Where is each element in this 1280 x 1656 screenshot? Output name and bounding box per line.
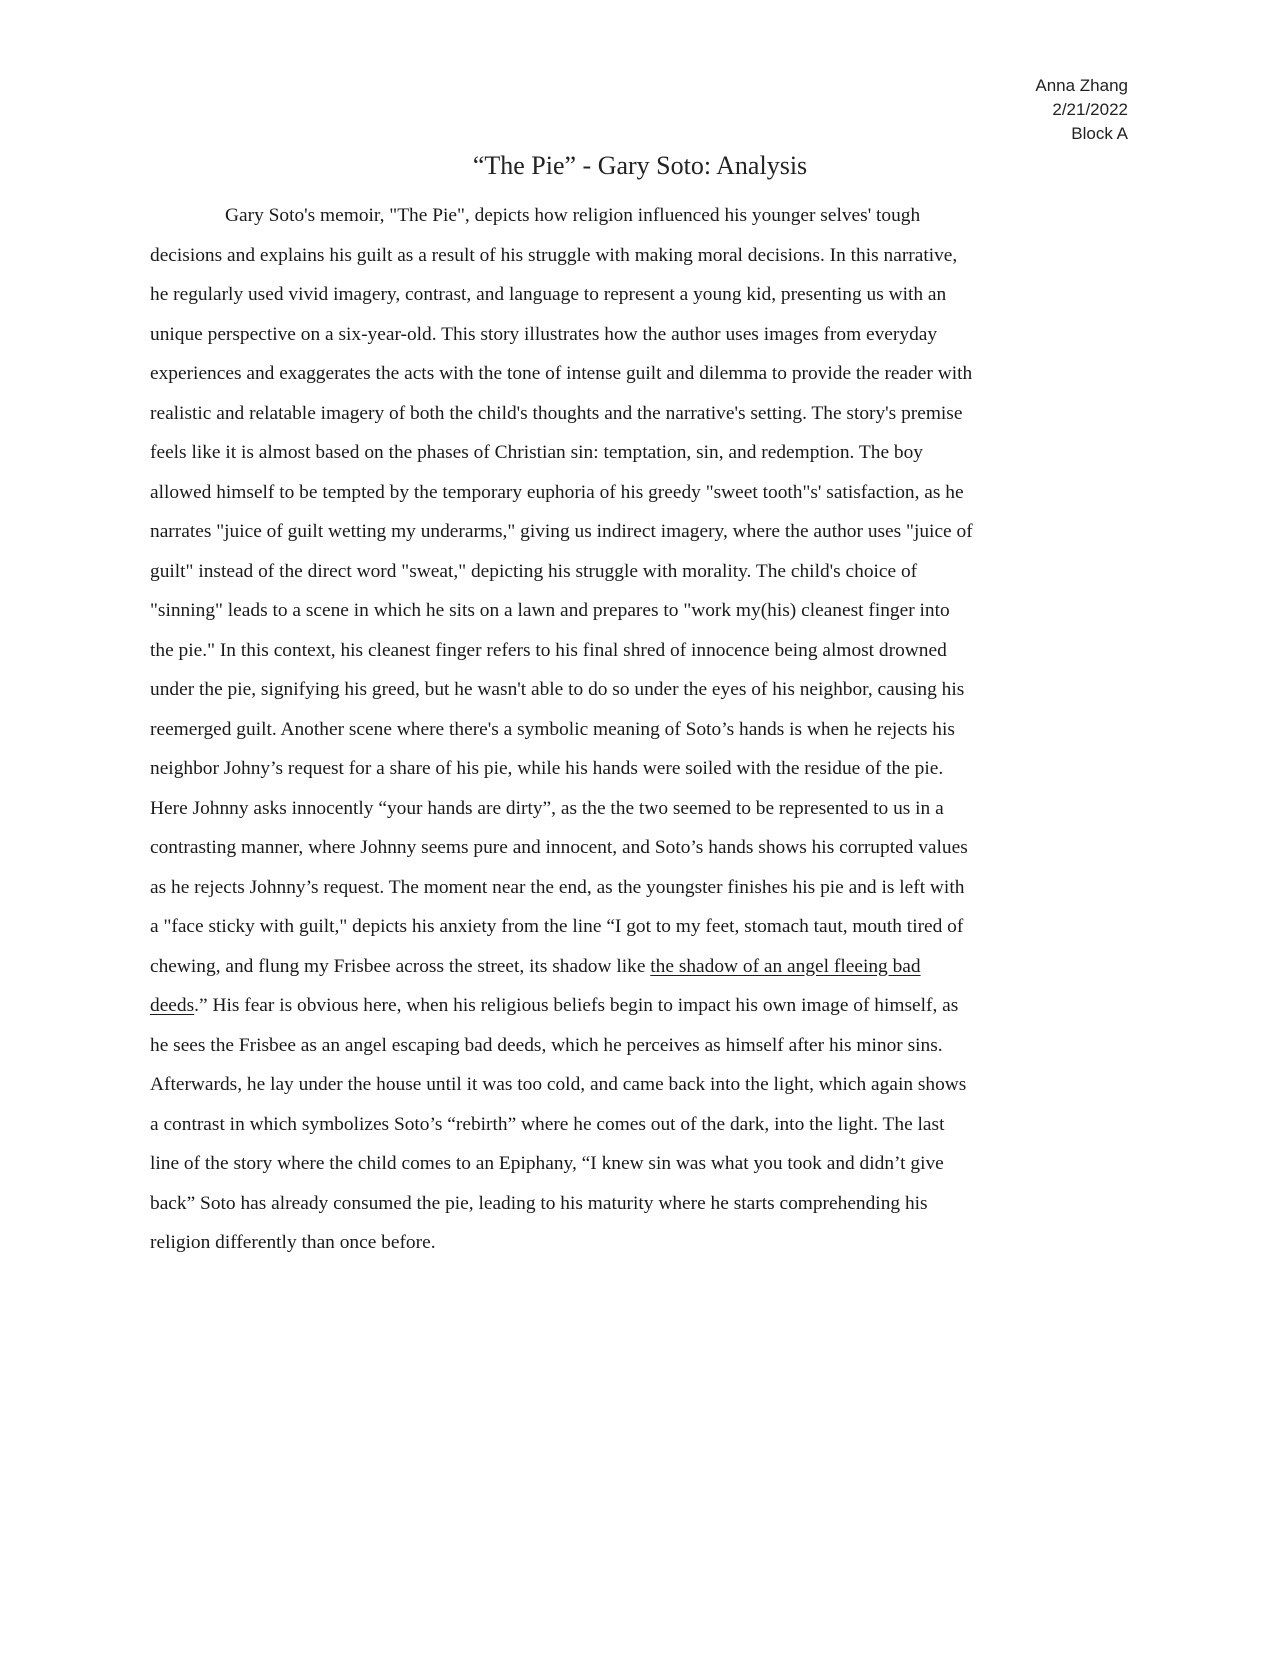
essay-line: line of the story where the child comes to an Epiphany, “I knew sin was what you took and didn’t give	[150, 1153, 944, 1174]
author-name: Anna Zhang	[1035, 76, 1128, 95]
essay-line: he sees the Frisbee as an angel escaping bad deeds, which he perceives as himself after his minor sins.	[150, 1034, 943, 1056]
essay-line: reemerged guilt. Another scene where there's a symbolic meaning of Soto’s hands is when he rejects his	[150, 718, 955, 740]
essay-text: chewing, and flung my Frisbee across the street, its shadow like	[150, 955, 651, 977]
essay-line: neighbor Johny’s request for a share of his pie, while his hands were soiled with the residue of the pie.	[150, 758, 944, 779]
essay-line: the pie." In this context, his cleanest finger refers to his final shred of innocence being almost drowned	[150, 639, 947, 661]
essay-line: a contrast in which symbolizes Soto’s “rebirth” where he comes out of the dark, into the light. The last	[150, 1113, 945, 1135]
essay-line: guilt" instead of the direct word "sweat," depicting his struggle with morality. The child's choice of	[150, 560, 918, 582]
essay-line: realistic and relatable imagery of both the child's thoughts and the narrative's setting. The story's premise	[150, 402, 963, 424]
header-block	[1035, 74, 1128, 146]
essay-line: religion differently than once before.	[150, 1232, 436, 1253]
underlined-quote: the shadow of an angel fleeing bad	[650, 955, 921, 977]
essay-line: narrates "juice of guilt wetting my underarms," giving us indirect imagery, where the author uses "juice of	[150, 521, 973, 542]
document-title: “The Pie” - Gary Soto: Analysis	[472, 151, 808, 180]
date: 2/21/2022	[1052, 100, 1128, 119]
essay-line: feels like it is almost based on the phases of Christian sin: temptation, sin, and redemption. The boy	[150, 442, 923, 463]
essay-line: back” Soto has already consumed the pie, leading to his maturity where he starts comprehending his	[150, 1192, 928, 1214]
essay-line: Here Johnny asks innocently “your hands are dirty”, as the the two seemed to be represented to us in a	[150, 797, 944, 819]
essay-body	[150, 196, 1130, 1263]
essay-line: contrasting manner, where Johnny seems pure and innocent, and Soto’s hands shows his corrupted values	[150, 837, 968, 858]
class-block: Block A	[1071, 124, 1128, 143]
essay-line: decisions and explains his guilt as a result of his struggle with making moral decisions. In this narrative,	[150, 244, 958, 266]
underlined-quote-end: deeds	[150, 995, 195, 1016]
essay-line: "sinning" leads to a scene in which he sits on a lawn and prepares to "work my(his) cleanest finger into	[150, 600, 950, 621]
essay-text: .” His fear is obvious here, when his religious beliefs begin to impact his own image of himself, as	[194, 995, 959, 1016]
essay-line: experiences and exaggerates the acts with the tone of intense guilt and dilemma to provide the reader with	[150, 363, 973, 384]
essay-line	[150, 986, 1130, 1026]
essay-line: unique perspective on a six-year-old. This story illustrates how the author uses images from everyday	[150, 323, 938, 345]
essay-line: Afterwards, he lay under the house until it was too cold, and came back into the light, which again shows	[150, 1074, 967, 1095]
essay-line: he regularly used vivid imagery, contrast, and language to represent a young kid, presenting us with an	[150, 284, 947, 305]
essay-line: Gary Soto's memoir, "The Pie", depicts how religion influenced his younger selves' tough	[225, 205, 921, 226]
essay-line: under the pie, signifying his greed, but he wasn't able to do so under the eyes of his neighbor, causing his	[150, 679, 965, 700]
essay-line: allowed himself to be tempted by the temporary euphoria of his greedy "sweet tooth"s' satisfaction, as he	[150, 481, 964, 503]
essay-line	[150, 947, 1130, 987]
essay-line: a "face sticky with guilt," depicts his anxiety from the line “I got to my feet, stomach taut, mouth tired of	[150, 916, 964, 937]
essay-line: as he rejects Johnny’s request. The moment near the end, as the youngster finishes his pie and is left with	[150, 876, 965, 898]
